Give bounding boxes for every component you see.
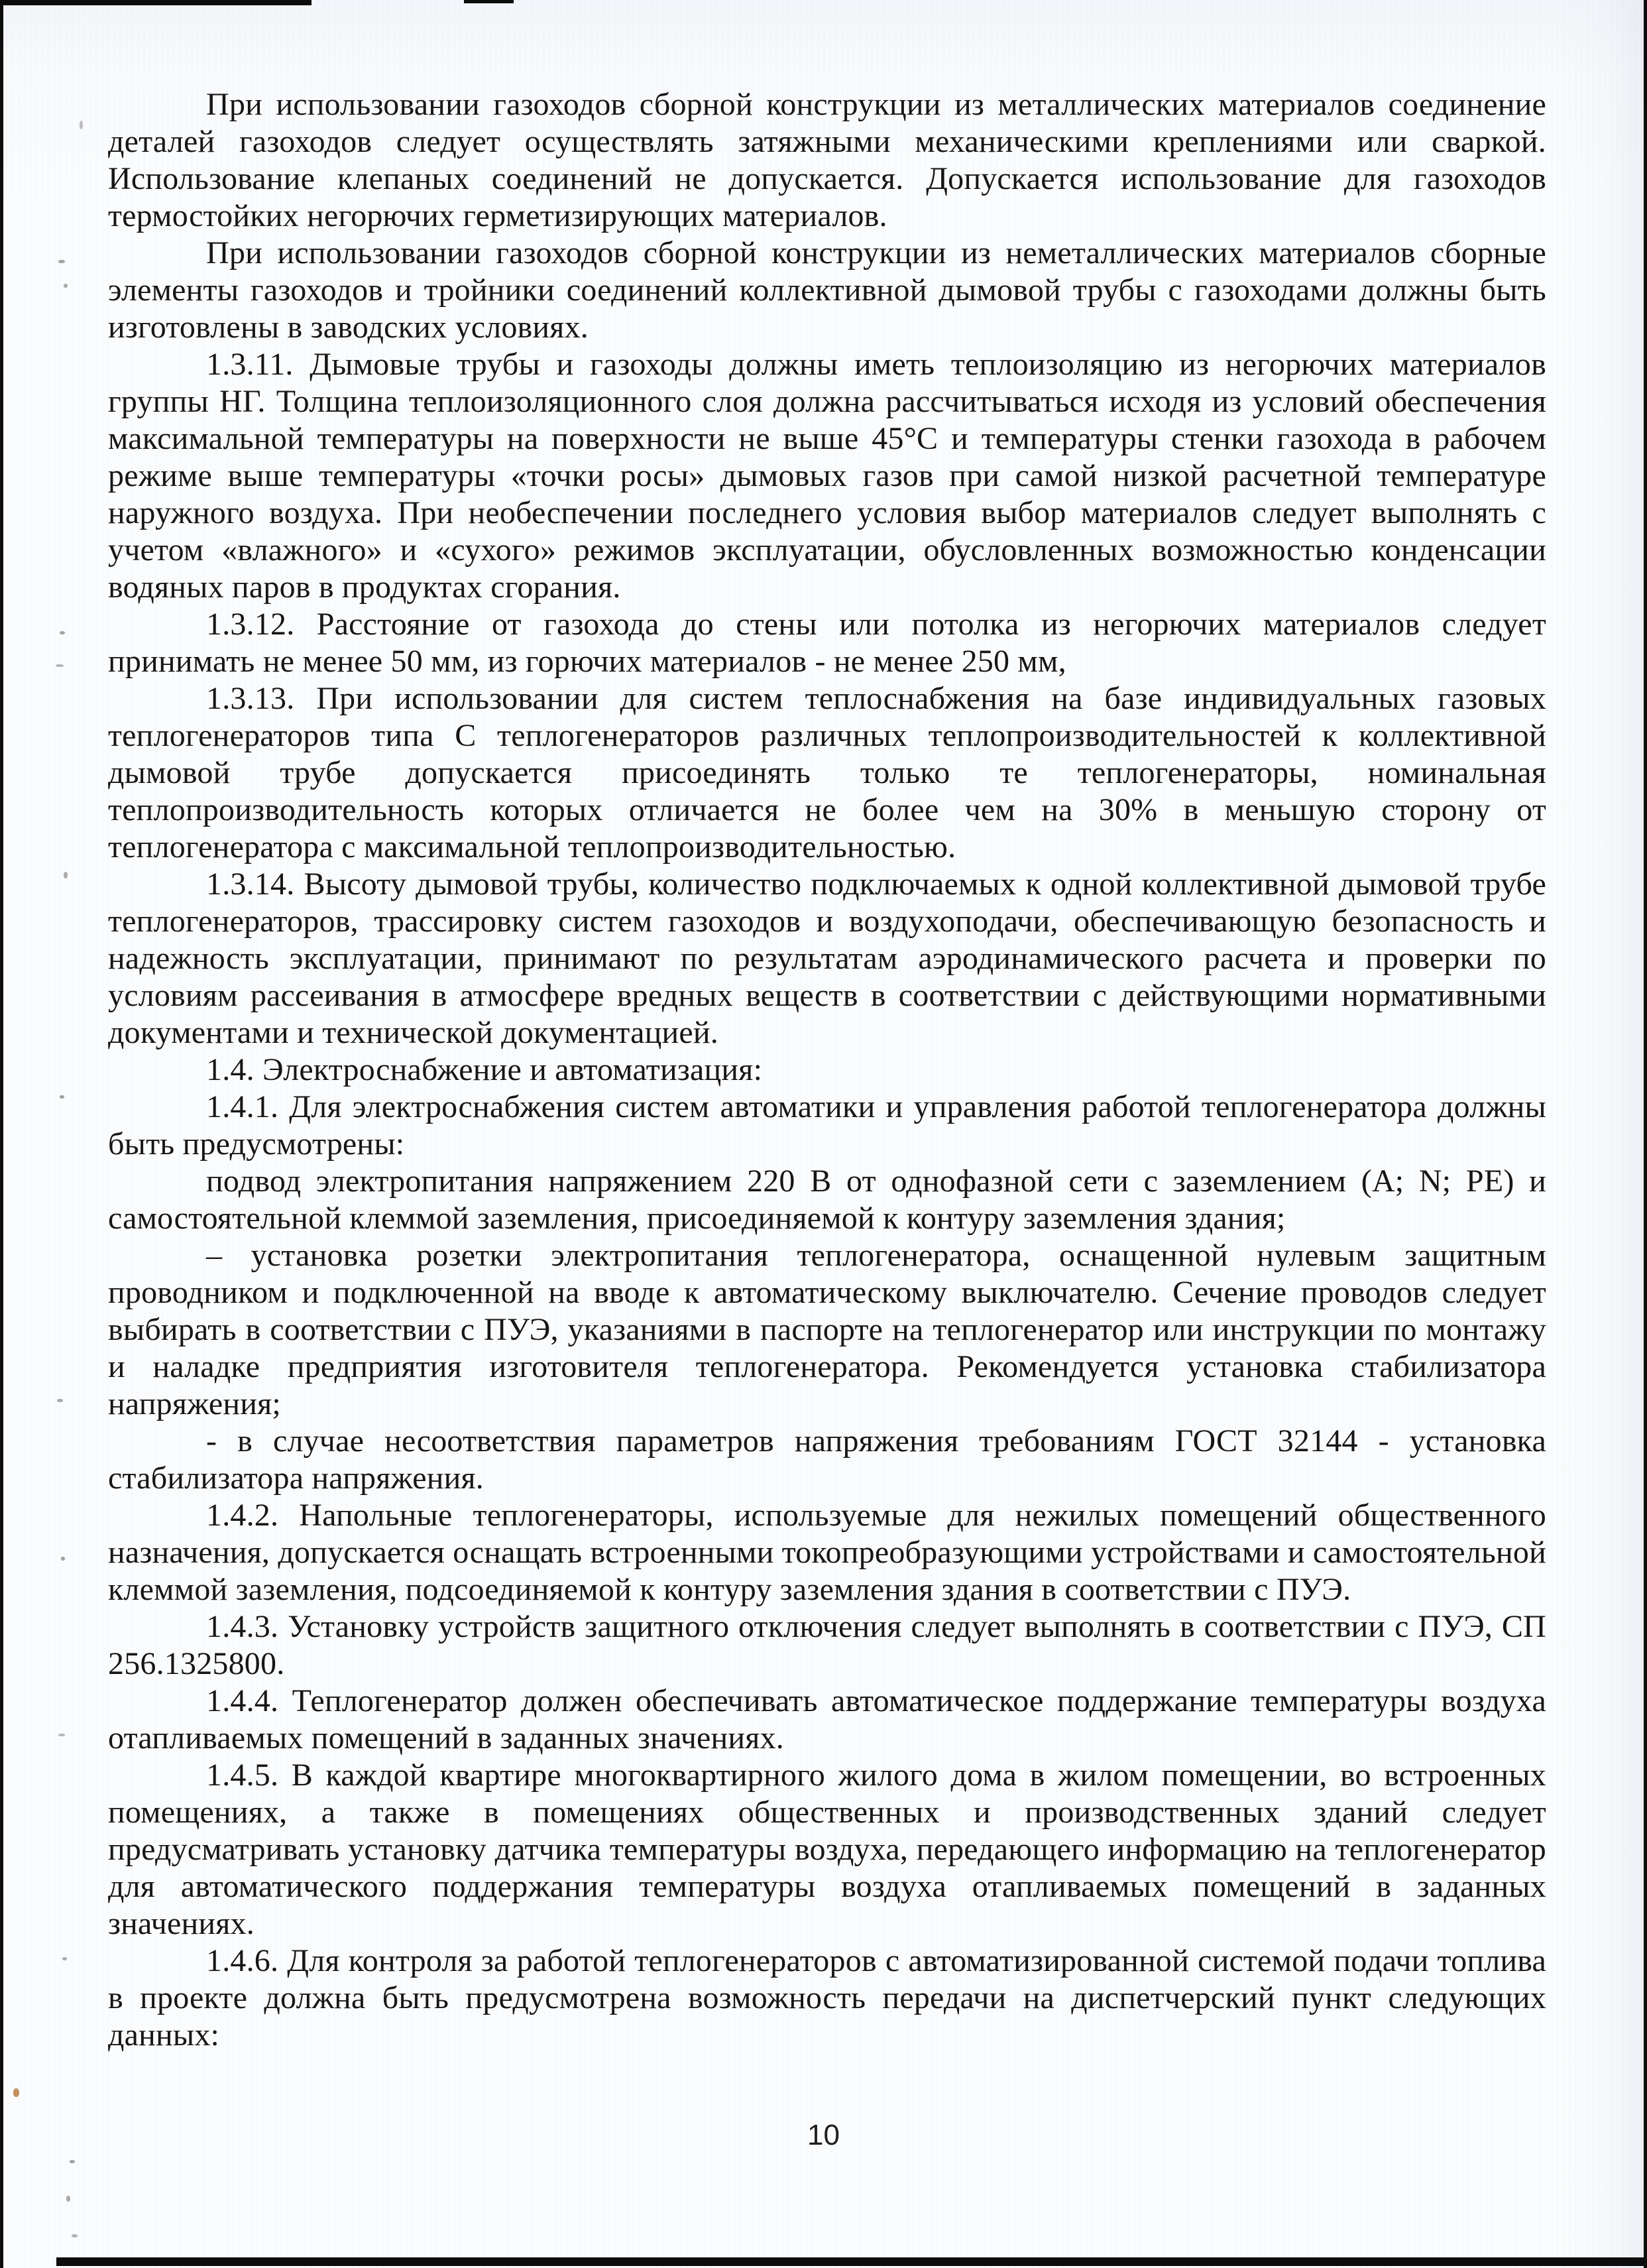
paragraph-1-4-3: 1.4.3. Установку устройств защитного отключения следует выполнять в соответствии с ПУЭ, СП 256.1325800. — [108, 1609, 1546, 1681]
text-block — [108, 86, 1546, 2054]
scan-border-top — [0, 0, 312, 5]
scan-speck — [60, 631, 65, 634]
paragraph-metal-ducts: При использовании газоходов сборной конструкции из металлических материалов соединение деталей газоходов следует осуществлять затяжными механическими креплениями или сваркой. Использование клепаных соединений не допускается. Допускается использование для газоходов термостойких негорючих герметизирующих материалов. — [108, 87, 1546, 233]
scan-speck — [58, 1734, 65, 1736]
scan-speck — [60, 1095, 64, 1099]
scan-border-right — [1644, 0, 1647, 2268]
paragraph-1-4-6: 1.4.6. Для контроля за работой теплогенераторов с автоматизированной системой подачи топлива в проекте должна быть предусмотрена возможность передачи на диспетчерский пункт следующих данных: — [108, 1943, 1546, 2053]
scan-speck — [72, 2234, 78, 2238]
paragraph-1-3-11: 1.3.11. Дымовые трубы и газоходы должны иметь теплоизоляцию из негорючих материалов группы НГ. Толщина теплоизоляционного слоя должна рассчитываться исходя из условий обеспечения максимальной температуры на поверхности не выше 45°С и температуры стенки газохода в рабочем режиме выше температуры «точки росы» дымовых газов при самой низкой расчетной температуре наружного воздуха. При необеспечении последнего условия выбор материалов следует выполнять с учетом «влажного» и «сухого» режимов эксплуатации, обусловленных возможностью конденсации водяных паров в продуктах сгорания. — [108, 347, 1546, 605]
paragraph-1-3-13: 1.3.13. При использовании для систем теплоснабжения на базе индивидуальных газовых теплогенераторов типа С теплогенераторов различных теплопроизводительностей к коллективной дымовой трубе допускается присоединять только те теплогенераторы, номинальная теплопроизводительность которых отличается не более чем на 30% в меньшую сторону от теплогенератора с максимальной теплопроизводительностью. — [108, 681, 1546, 865]
scan-border-bottom — [56, 2257, 1647, 2266]
paragraph-nonmetal-ducts: При использовании газоходов сборной конструкции из неметаллических материалов сборные элементы газоходов и тройники соединений коллективной дымовой трубы с газоходами должны быть изготовлены в заводских условиях. — [108, 235, 1546, 345]
paragraph-1-4-4: 1.4.4. Теплогенератор должен обеспечивать автоматическое поддержание температуры воздуха отапливаемых помещений в заданных значениях. — [108, 1683, 1546, 1756]
scan-speck — [58, 260, 65, 263]
scan-border-top-dash — [464, 0, 514, 3]
paragraph-1-4-1: 1.4.1. Для электроснабжения систем автоматики и управления работой теплогенератора должны быть предусмотрены: — [108, 1089, 1546, 1162]
paragraph-1-4-2: 1.4.2. Напольные теплогенераторы, используемые для нежилых помещений общественного назначения, допускается оснащать встроенными токопреобразующими устройствами и самостоятельной клеммой заземления, подсоединяемой к контуру заземления здания в соответствии с ПУЭ. — [108, 1498, 1546, 1607]
paragraph-1-4-1-item-socket: – установка розетки электропитания теплогенератора, оснащенной нулевым защитным проводником и подключенной на вводе к автоматическому выключателю. Сечение проводов следует выбирать в соответствии с ПУЭ, указаниями в паспорте на теплогенератор или инструкции по монтажу и наладке предприятия изготовителя теплогенератора. Рекомендуется установка стабилизатора напряжения; — [108, 1238, 1546, 1421]
paragraph-1-3-12: 1.3.12. Расстояние от газохода до стены или потолка из негорючих материалов следует принимать не менее 50 мм, из горючих материалов - не менее 250 мм, — [108, 607, 1546, 679]
scan-speck — [70, 2160, 75, 2163]
paragraph-1-4-5: 1.4.5. В каждой квартире многоквартирного жилого дома в жилом помещении, во встроенных помещениях, а также в помещениях общественных и производственных зданий следует предусматривать установку датчика температуры воздуха, передающего информацию на теплогенератор для автоматического поддержания температуры воздуха отапливаемых помещений в заданных значениях. — [108, 1758, 1546, 1941]
scan-speck — [66, 2196, 70, 2202]
scan-speck — [64, 284, 68, 288]
scan-border-left — [0, 0, 3, 2268]
paragraph-1-4-1-item-stabilizer: - в случае несоответствия параметров напряжения требованиям ГОСТ 32144 - установка стабилизатора напряжения. — [108, 1423, 1546, 1496]
scan-speck — [61, 1557, 65, 1561]
scan-speck — [64, 872, 68, 878]
scan-speck — [80, 121, 83, 129]
paragraph-1-3-14: 1.3.14. Высоту дымовой трубы, количество подключаемых к одной коллективной дымовой трубе теплогенераторов, трассировку систем газоходов и воздухоподачи, обеспечивающую безопасность и надежность эксплуатации, принимают по результатам аэродинамического расчета и проверки по условиям рассеивания в атмосфере вредных веществ в соответствии с действующими нормативными документами и технической документацией. — [108, 866, 1546, 1050]
page-number: 10 — [807, 2119, 840, 2151]
scan-speck — [57, 1399, 63, 1402]
scan-speck — [56, 664, 64, 667]
scan-speck — [62, 1957, 67, 1960]
paragraph-1-4-1-item-power: подвод электропитания напряжением 220 В от однофазной сети с заземлением (А; N; РЕ) и самостоятельной клеммой заземления, присоединяемой к контуру заземления здания; — [108, 1164, 1546, 1236]
heading-1-4: 1.4. Электроснабжение и автоматизация: — [206, 1052, 763, 1087]
rust-speck — [13, 2088, 19, 2097]
